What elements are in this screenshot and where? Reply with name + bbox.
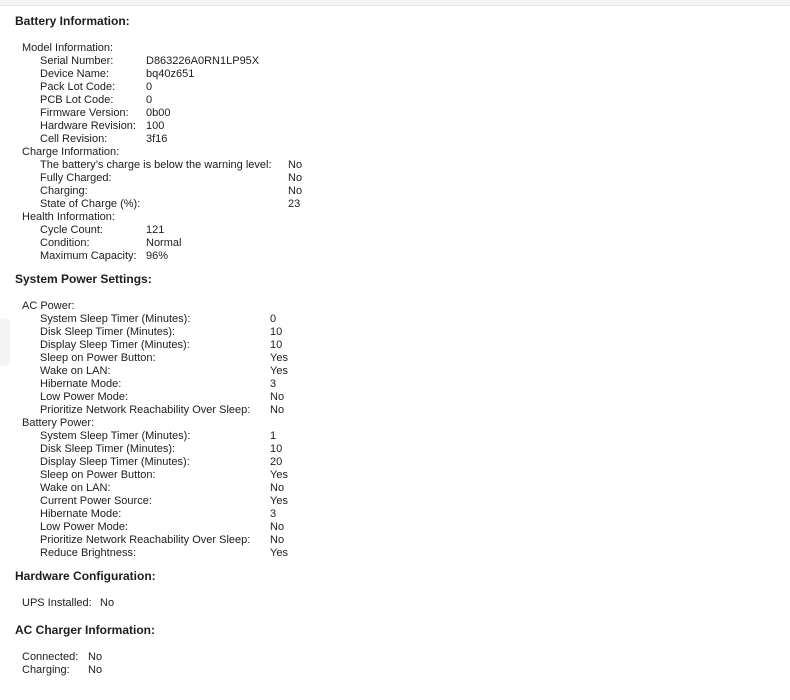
row-label-charger-charging: Charging: <box>22 664 70 676</box>
group-charge-information <box>22 146 780 211</box>
row-label-pack-lot-code: Pack Lot Code: <box>40 81 116 93</box>
row-ac-hibernate-mode <box>40 378 780 391</box>
section-title-ac-charger-information: AC Charger Information: <box>15 623 156 637</box>
row-charger-charging <box>22 664 780 677</box>
row-label-ac-wake-on-lan: Wake on LAN: <box>40 365 111 377</box>
row-label-hardware-revision: Hardware Revision: <box>40 120 136 132</box>
row-label-bp-sleep-on-power-button: Sleep on Power Button: <box>40 469 156 481</box>
row-bp-display-sleep-timer <box>40 456 780 469</box>
row-value-ac-hibernate-mode: 3 <box>270 378 277 390</box>
row-value-ac-system-sleep-timer: 0 <box>270 313 277 325</box>
row-value-bp-display-sleep-timer: 20 <box>270 456 283 468</box>
row-value-ac-disk-sleep-timer: 10 <box>270 326 283 338</box>
row-label-ac-system-sleep-timer: System Sleep Timer (Minutes): <box>40 313 191 325</box>
row-battery-below-warning <box>40 159 780 172</box>
row-value-ac-display-sleep-timer: 10 <box>270 339 283 351</box>
scrollbar-thumb[interactable] <box>0 318 10 366</box>
row-value-state-of-charge: 23 <box>288 198 301 210</box>
row-value-condition: Normal <box>146 237 182 249</box>
row-label-ac-hibernate-mode: Hibernate Mode: <box>40 378 122 390</box>
row-label-ups-installed: UPS Installed: <box>22 597 92 609</box>
row-value-fully-charged: No <box>288 172 303 184</box>
row-label-bp-disk-sleep-timer: Disk Sleep Timer (Minutes): <box>40 443 176 455</box>
row-label-ac-low-power-mode: Low Power Mode: <box>40 391 129 403</box>
row-label-fully-charged: Fully Charged: <box>40 172 112 184</box>
row-bp-hibernate-mode <box>40 508 780 521</box>
row-label-ac-display-sleep-timer: Display Sleep Timer (Minutes): <box>40 339 190 351</box>
row-bp-sleep-on-power-button <box>40 469 780 482</box>
row-label-bp-display-sleep-timer: Display Sleep Timer (Minutes): <box>40 456 190 468</box>
row-value-device-name: bq40z651 <box>146 68 195 80</box>
row-value-pack-lot-code: 0 <box>146 81 153 93</box>
row-bp-system-sleep-timer <box>40 430 780 443</box>
row-value-ac-low-power-mode: No <box>270 391 285 403</box>
row-label-device-name: Device Name: <box>40 68 110 80</box>
row-label-serial-number: Serial Number: <box>40 55 114 67</box>
row-value-charger-charging: No <box>88 664 103 676</box>
row-value-cycle-count: 121 <box>146 224 165 236</box>
row-state-of-charge <box>40 198 780 211</box>
row-cycle-count <box>40 224 780 237</box>
row-firmware-version <box>40 107 780 120</box>
row-value-maximum-capacity: 96% <box>146 250 169 262</box>
row-label-state-of-charge: State of Charge (%): <box>40 198 141 210</box>
group-battery-power <box>22 417 780 560</box>
row-ac-low-power-mode <box>40 391 780 404</box>
section-title-battery-information: Battery Information: <box>15 14 130 28</box>
row-pcb-lot-code <box>40 94 780 107</box>
row-label-cell-revision: Cell Revision: <box>40 133 108 145</box>
row-label-charger-connected: Connected: <box>22 651 79 663</box>
group-label-battery-power: Battery Power: <box>22 417 95 429</box>
row-value-bp-reduce-brightness: Yes <box>270 547 288 559</box>
section-ac-charger-information <box>15 624 780 677</box>
row-serial-number <box>40 55 780 68</box>
row-label-bp-reduce-brightness: Reduce Brightness: <box>40 547 136 559</box>
row-bp-disk-sleep-timer <box>40 443 780 456</box>
section-system-power-settings <box>15 273 780 560</box>
row-bp-wake-on-lan <box>40 482 780 495</box>
row-ups-installed <box>22 597 780 610</box>
row-label-bp-prioritize-network-reachability: Prioritize Network Reachability Over Sleep: <box>40 534 251 546</box>
row-cell-revision <box>40 133 780 146</box>
section-title-system-power-settings: System Power Settings: <box>15 272 152 286</box>
row-charging <box>40 185 780 198</box>
row-pack-lot-code <box>40 81 780 94</box>
row-value-bp-low-power-mode: No <box>270 521 285 533</box>
row-ac-sleep-on-power-button <box>40 352 780 365</box>
row-label-firmware-version: Firmware Version: <box>40 107 129 119</box>
row-maximum-capacity <box>40 250 780 263</box>
row-ac-system-sleep-timer <box>40 313 780 326</box>
row-value-charger-connected: No <box>88 651 103 663</box>
row-charger-connected <box>22 651 780 664</box>
row-value-cell-revision: 3f16 <box>146 133 168 145</box>
row-value-bp-prioritize-network-reachability: No <box>270 534 285 546</box>
system-report-pane <box>0 6 790 677</box>
group-label-model-information: Model Information: <box>22 42 114 54</box>
row-value-ups-installed: No <box>100 597 115 609</box>
row-value-ac-wake-on-lan: Yes <box>270 365 288 377</box>
row-label-ac-disk-sleep-timer: Disk Sleep Timer (Minutes): <box>40 326 176 338</box>
row-value-bp-hibernate-mode: 3 <box>270 508 277 520</box>
row-value-bp-current-power-source: Yes <box>270 495 288 507</box>
row-ac-disk-sleep-timer <box>40 326 780 339</box>
row-label-bp-wake-on-lan: Wake on LAN: <box>40 482 111 494</box>
group-model-information <box>22 42 780 146</box>
row-fully-charged <box>40 172 780 185</box>
row-value-ac-sleep-on-power-button: Yes <box>270 352 288 364</box>
row-value-bp-sleep-on-power-button: Yes <box>270 469 288 481</box>
group-health-information <box>22 211 780 263</box>
group-ac-power <box>22 300 780 417</box>
row-label-bp-system-sleep-timer: System Sleep Timer (Minutes): <box>40 430 191 442</box>
row-value-bp-disk-sleep-timer: 10 <box>270 443 283 455</box>
section-title-hardware-configuration: Hardware Configuration: <box>15 569 156 583</box>
row-label-pcb-lot-code: PCB Lot Code: <box>40 94 114 106</box>
row-label-battery-below-warning: The battery’s charge is below the warning level: <box>40 159 272 171</box>
row-ac-display-sleep-timer <box>40 339 780 352</box>
row-value-pcb-lot-code: 0 <box>146 94 153 106</box>
row-value-hardware-revision: 100 <box>146 120 165 132</box>
row-hardware-revision <box>40 120 780 133</box>
row-value-ac-prioritize-network-reachability: No <box>270 404 285 416</box>
row-label-bp-low-power-mode: Low Power Mode: <box>40 521 129 533</box>
section-hardware-configuration <box>15 570 780 610</box>
section-battery-information <box>15 15 780 263</box>
group-label-ac-power: AC Power: <box>22 300 75 312</box>
row-label-ac-sleep-on-power-button: Sleep on Power Button: <box>40 352 156 364</box>
row-bp-current-power-source <box>40 495 780 508</box>
row-label-cycle-count: Cycle Count: <box>40 224 103 236</box>
row-label-ac-prioritize-network-reachability: Prioritize Network Reachability Over Sleep: <box>40 404 251 416</box>
row-bp-low-power-mode <box>40 521 780 534</box>
row-ac-wake-on-lan <box>40 365 780 378</box>
row-label-maximum-capacity: Maximum Capacity: <box>40 250 137 262</box>
row-ac-prioritize-network-reachability <box>40 404 780 417</box>
row-value-bp-system-sleep-timer: 1 <box>270 430 277 442</box>
row-bp-prioritize-network-reachability <box>40 534 780 547</box>
row-condition <box>40 237 780 250</box>
row-bp-reduce-brightness <box>40 547 780 560</box>
row-value-firmware-version: 0b00 <box>146 107 171 119</box>
row-label-bp-current-power-source: Current Power Source: <box>40 495 152 507</box>
group-label-health-information: Health Information: <box>22 211 115 223</box>
row-label-charging: Charging: <box>40 185 88 197</box>
group-label-charge-information: Charge Information: <box>22 146 120 158</box>
row-value-charging: No <box>288 185 303 197</box>
row-value-bp-wake-on-lan: No <box>270 482 285 494</box>
row-value-serial-number: D863226A0RN1LP95X <box>146 55 260 67</box>
row-device-name <box>40 68 780 81</box>
row-value-battery-below-warning: No <box>288 159 303 171</box>
row-label-bp-hibernate-mode: Hibernate Mode: <box>40 508 122 520</box>
row-label-condition: Condition: <box>40 237 90 249</box>
